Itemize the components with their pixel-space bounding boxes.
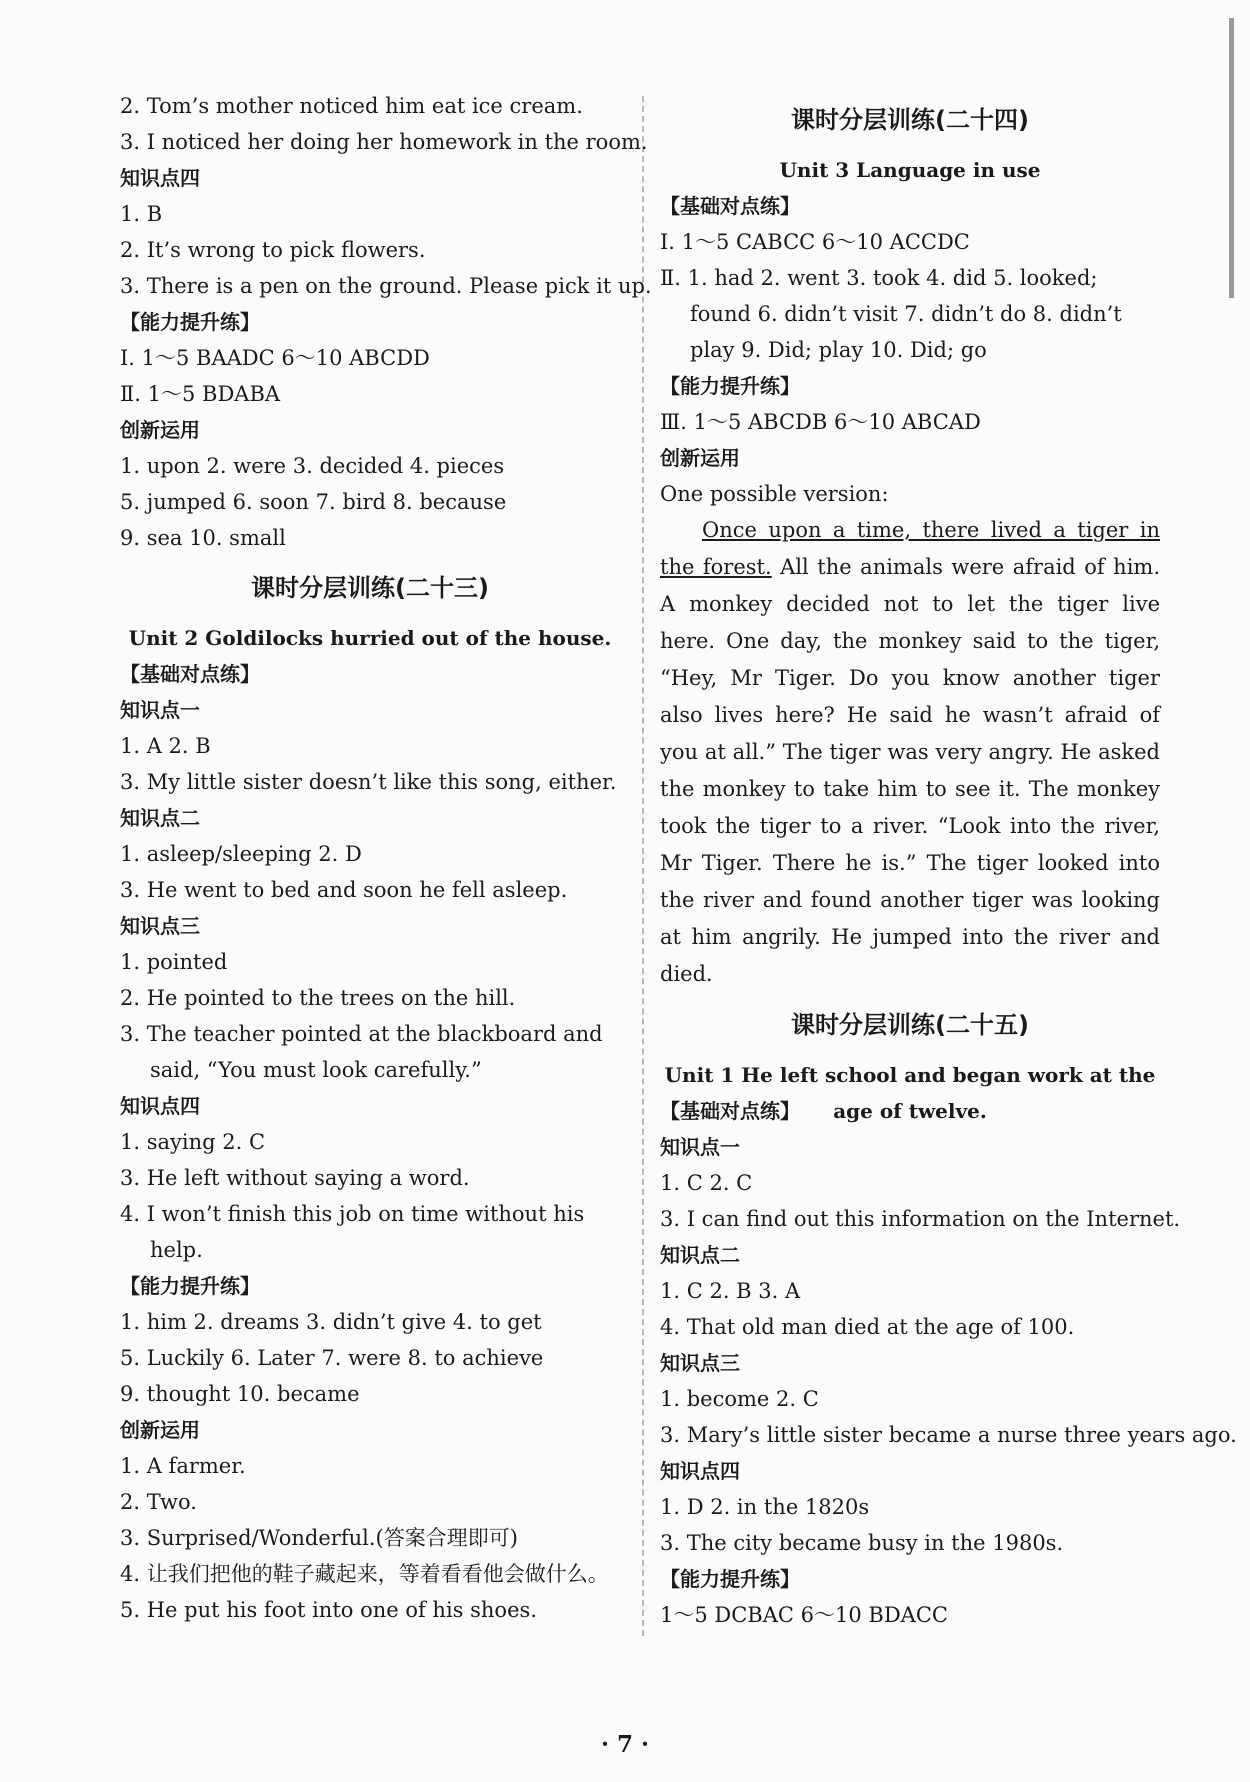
lesson-title: 课时分层训练(二十五): [791, 1011, 1029, 1039]
answer-line: 2. He pointed to the trees on the hill.: [120, 986, 516, 1010]
section-heading: 【基础对点练】: [660, 194, 800, 218]
answer-line: 2. Tom’s mother noticed him eat ice cream.: [120, 94, 583, 118]
knowledge-point-heading: 知识点四: [120, 1094, 200, 1118]
version-label: One possible version:: [660, 482, 889, 506]
unit-title: Unit 1 He left school and began work at the age of twelve.: [664, 1063, 1156, 1123]
lesson-title: 课时分层训练(二十四): [791, 106, 1029, 134]
sample-story: [660, 512, 1160, 993]
section-heading: 【能力提升练】: [660, 374, 800, 398]
answer-line: 4. 让我们把他的鞋子藏起来，等着看看他会做什么。: [120, 1562, 609, 1586]
column-divider: [642, 96, 644, 1636]
answer-line: Ⅱ. 1～5 BDABA: [120, 382, 281, 406]
answer-line: Ⅱ. 1. had 2. went 3. took 4. did 5. looked; found 6. didn’t visit 7. didn’t do 8. didn’t play 9. Did; play 10. Did; go: [660, 266, 1122, 362]
page-number: · 7 ·: [600, 1731, 650, 1758]
answer-line: 1. asleep/sleeping 2. D: [120, 842, 362, 866]
section-heading: 【基础对点练】: [660, 1099, 800, 1123]
section-heading: 【基础对点练】: [120, 662, 260, 686]
answer-line: 3. There is a pen on the ground. Please pick it up.: [120, 274, 652, 298]
answer-line: 1. C 2. B 3. A: [660, 1279, 801, 1303]
section-heading: 创新运用: [120, 418, 200, 442]
answer-line: 5. Luckily 6. Later 7. were 8. to achieve: [120, 1346, 544, 1370]
knowledge-point-heading: 知识点二: [660, 1243, 740, 1267]
answer-line: 2. It’s wrong to pick flowers.: [120, 238, 426, 262]
answer-line: Ⅲ. 1～5 ABCDB 6～10 ABCAD: [660, 410, 981, 434]
answer-line: 3. I noticed her doing her homework in the room.: [120, 130, 648, 154]
knowledge-point-heading: 知识点四: [120, 166, 200, 190]
section-heading: 创新运用: [120, 1418, 200, 1442]
answer-line: 1. A 2. B: [120, 734, 211, 758]
section-heading: 【能力提升练】: [120, 310, 260, 334]
answer-line: 3. He left without saying a word.: [120, 1166, 470, 1190]
answer-line: 3. Surprised/Wonderful.(答案合理即可): [120, 1526, 518, 1550]
answer-line: 3. The teacher pointed at the blackboard and said, “You must look carefully.”: [120, 1022, 603, 1082]
knowledge-point-heading: 知识点三: [660, 1351, 740, 1375]
right-column: [660, 88, 1237, 1633]
knowledge-point-heading: 知识点二: [120, 806, 200, 830]
answer-line: 1. D 2. in the 1820s: [660, 1495, 870, 1519]
answer-line: 1～5 DCBAC 6～10 BDACC: [660, 1603, 948, 1627]
answer-line: 1. saying 2. C: [120, 1130, 266, 1154]
answer-line: 3. My little sister doesn’t like this song, either.: [120, 770, 617, 794]
answer-line: 1. upon 2. were 3. decided 4. pieces: [120, 454, 505, 478]
answer-line: 5. jumped 6. soon 7. bird 8. because: [120, 490, 507, 514]
answer-line: 3. Mary’s little sister became a nurse three years ago.: [660, 1423, 1237, 1447]
answer-line: 2. Two.: [120, 1490, 197, 1514]
answer-line: 1. B: [120, 202, 163, 226]
answer-line: 9. thought 10. became: [120, 1382, 360, 1406]
unit-title: Unit 3 Language in use: [779, 158, 1041, 182]
lesson-title: 课时分层训练(二十三): [251, 574, 489, 602]
answer-line: 3. I can find out this information on the Internet.: [660, 1207, 1181, 1231]
answer-line: 1. pointed: [120, 950, 228, 974]
section-heading: 【能力提升练】: [120, 1274, 260, 1298]
knowledge-point-heading: 知识点三: [120, 914, 200, 938]
section-heading: 【能力提升练】: [660, 1567, 800, 1591]
answer-line: 4. I won’t finish this job on time without his help.: [120, 1202, 585, 1262]
answer-line: 4. That old man died at the age of 100.: [660, 1315, 1075, 1339]
answer-line: 3. He went to bed and soon he fell asleep.: [120, 878, 568, 902]
knowledge-point-heading: 知识点四: [660, 1459, 740, 1483]
unit-title: Unit 2 Goldilocks hurried out of the house.: [128, 626, 612, 650]
story-body: All the animals were afraid of him. A monkey decided not to let the tiger live here. One day, the monkey said to the tiger, “Hey, Mr Tiger. Do you know another tiger also lives here? He said he wasn’t afraid of you at all.” The tiger was very angry. He asked the monkey to take him to see it. The monkey took the tiger to a river. “Look into the river, Mr Tiger. There he is.” The tiger looked into the river and found another tiger was looking at him angrily. He jumped into the river and died.: [660, 555, 1160, 986]
answer-line: 5. He put his foot into one of his shoes.: [120, 1598, 537, 1622]
answer-line: 1. C 2. C: [660, 1171, 753, 1195]
answer-line: 1. A farmer.: [120, 1454, 246, 1478]
page-edge-shadow: [1229, 18, 1234, 298]
story-opening: Once upon a time, there lived a tiger in the forest.: [660, 518, 1160, 579]
knowledge-point-heading: 知识点一: [120, 698, 200, 722]
left-column: [120, 88, 652, 1628]
answer-line: Ⅰ. 1～5 CABCC 6～10 ACCDC: [660, 230, 970, 254]
knowledge-point-heading: 知识点一: [660, 1135, 740, 1159]
answer-line: 1. become 2. C: [660, 1387, 819, 1411]
section-heading: 创新运用: [660, 446, 740, 470]
answer-line: 3. The city became busy in the 1980s.: [660, 1531, 1064, 1555]
answer-line: 9. sea 10. small: [120, 526, 286, 550]
answer-line: 1. him 2. dreams 3. didn’t give 4. to get: [120, 1310, 542, 1334]
answer-line: Ⅰ. 1～5 BAADC 6～10 ABCDD: [120, 346, 430, 370]
